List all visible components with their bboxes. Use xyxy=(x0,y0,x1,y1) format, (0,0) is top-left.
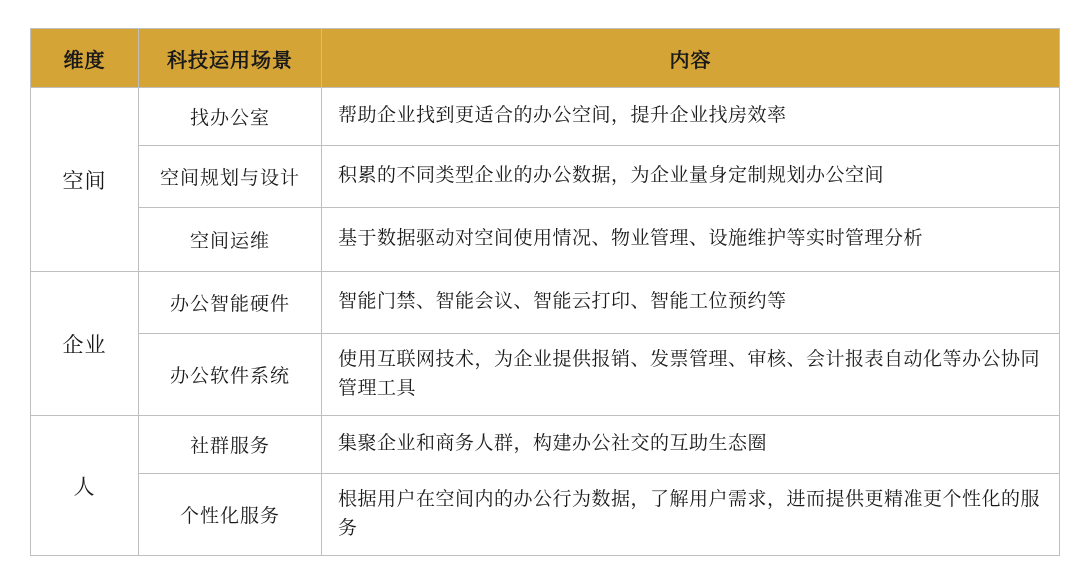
content-cell: 帮助企业找到更适合的办公空间，提升企业找房效率 xyxy=(322,88,1060,146)
table-row xyxy=(31,146,1060,208)
table-row xyxy=(31,208,1060,272)
tech-application-table xyxy=(30,28,1060,556)
content-cell: 智能门禁、智能会议、智能云打印、智能工位预约等 xyxy=(322,272,1060,334)
content-cell: 根据用户在空间内的办公行为数据，了解用户需求，进而提供更精准更个性化的服务 xyxy=(322,474,1060,556)
content-cell: 集聚企业和商务人群，构建办公社交的互助生态圈 xyxy=(322,416,1060,474)
dimension-cell-space: 空间 xyxy=(31,88,139,272)
table-row xyxy=(31,416,1060,474)
column-header-dimension: 维度 xyxy=(31,29,139,88)
table-row xyxy=(31,272,1060,334)
table-body xyxy=(31,88,1060,556)
scene-cell: 空间规划与设计 xyxy=(139,146,322,208)
column-header-content: 内容 xyxy=(322,29,1060,88)
content-cell: 使用互联网技术，为企业提供报销、发票管理、审核、会计报表自动化等办公协同管理工具 xyxy=(322,334,1060,416)
content-cell: 积累的不同类型企业的办公数据，为企业量身定制规划办公空间 xyxy=(322,146,1060,208)
scene-cell: 社群服务 xyxy=(139,416,322,474)
scene-cell: 空间运维 xyxy=(139,208,322,272)
dimension-cell-people: 人 xyxy=(31,416,139,556)
table-row xyxy=(31,88,1060,146)
table-row xyxy=(31,334,1060,416)
scene-cell: 办公智能硬件 xyxy=(139,272,322,334)
table-header xyxy=(31,29,1060,88)
header-row xyxy=(31,29,1060,88)
content-cell: 基于数据驱动对空间使用情况、物业管理、设施维护等实时管理分析 xyxy=(322,208,1060,272)
scene-cell: 办公软件系统 xyxy=(139,334,322,416)
table-row xyxy=(31,474,1060,556)
column-header-scene: 科技运用场景 xyxy=(139,29,322,88)
scene-cell: 找办公室 xyxy=(139,88,322,146)
scene-cell: 个性化服务 xyxy=(139,474,322,556)
dimension-cell-enterprise: 企业 xyxy=(31,272,139,416)
